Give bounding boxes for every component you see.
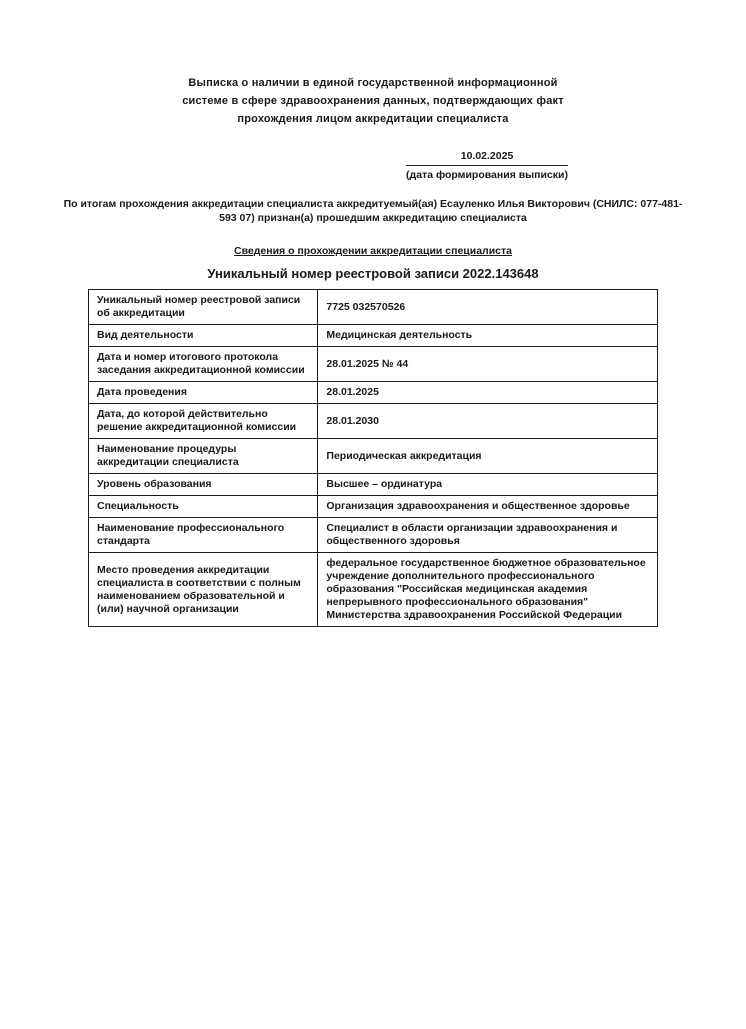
row-value-cell: 28.01.2030: [318, 404, 658, 439]
intro-paragraph: [63, 197, 683, 225]
table-row: [89, 347, 658, 382]
title-line: прохождения лицом аккредитации специалиста: [237, 113, 509, 125]
section-heading: Сведения о прохождении аккредитации специалиста: [234, 245, 512, 257]
row-value-cell: 28.01.2025: [318, 382, 658, 404]
table-row: [89, 439, 658, 474]
row-label-cell: Наименование процедуры аккредитации специалиста: [89, 439, 318, 474]
document-title: [93, 74, 653, 128]
table-row: [89, 404, 658, 439]
row-label-cell: Дата, до которой действительно решение аккредитационной комиссии: [89, 404, 318, 439]
row-label-cell: Специальность: [89, 496, 318, 518]
row-label-cell: Уникальный номер реестровой записи об аккредитации: [89, 290, 318, 325]
title-line: системе в сфере здравоохранения данных, подтверждающих факт: [182, 95, 564, 107]
row-label-cell: Уровень образования: [89, 474, 318, 496]
extract-date: 10.02.2025: [406, 150, 568, 166]
row-value-cell: Специалист в области организации здравоохранения и общественного здоровья: [318, 518, 658, 553]
table-row: [89, 290, 658, 325]
row-value-cell: Высшее – ординатура: [318, 474, 658, 496]
row-label-cell: Место проведения аккредитации специалиста в соответствии с полным наименованием образовательной и (или) научной организации: [89, 553, 318, 627]
table-row: [89, 382, 658, 404]
row-label-cell: Вид деятельности: [89, 325, 318, 347]
row-label-cell: Дата проведения: [89, 382, 318, 404]
title-line: Выписка о наличии в единой государственной информационной: [188, 77, 558, 89]
table-row: [89, 474, 658, 496]
intro-line: По итогам прохождения аккредитации специалиста аккредитуемый(ая) Есауленко Илья Викторович (СНИЛС: 077-481-: [63, 198, 683, 210]
record-number-heading: Уникальный номер реестровой записи 2022.143648: [207, 266, 539, 281]
row-value-cell: 28.01.2025 № 44: [318, 347, 658, 382]
table-row: [89, 496, 658, 518]
row-value-cell: Медицинская деятельность: [318, 325, 658, 347]
accreditation-table: [88, 289, 658, 627]
row-value-cell: Периодическая аккредитация: [318, 439, 658, 474]
table-row: [89, 518, 658, 553]
table-row: [89, 553, 658, 627]
row-value-cell: 7725 032570526: [318, 290, 658, 325]
extract-date-block: [406, 150, 568, 181]
intro-line: 593 07) признан(а) прошедшим аккредитацию специалиста: [219, 212, 527, 224]
row-label-cell: Дата и номер итогового протокола заседания аккредитационной комиссии: [89, 347, 318, 382]
row-value-cell: Организация здравоохранения и общественное здоровье: [318, 496, 658, 518]
extract-date-caption: (дата формирования выписки): [406, 169, 568, 181]
row-value-cell: федеральное государственное бюджетное образовательное учреждение дополнительного профессионального образования "Российская медицинская академия непрерывного профессионального образования" Министерства здравоохранения Российской Федерации: [318, 553, 658, 627]
row-label-cell: Наименование профессионального стандарта: [89, 518, 318, 553]
table-row: [89, 325, 658, 347]
